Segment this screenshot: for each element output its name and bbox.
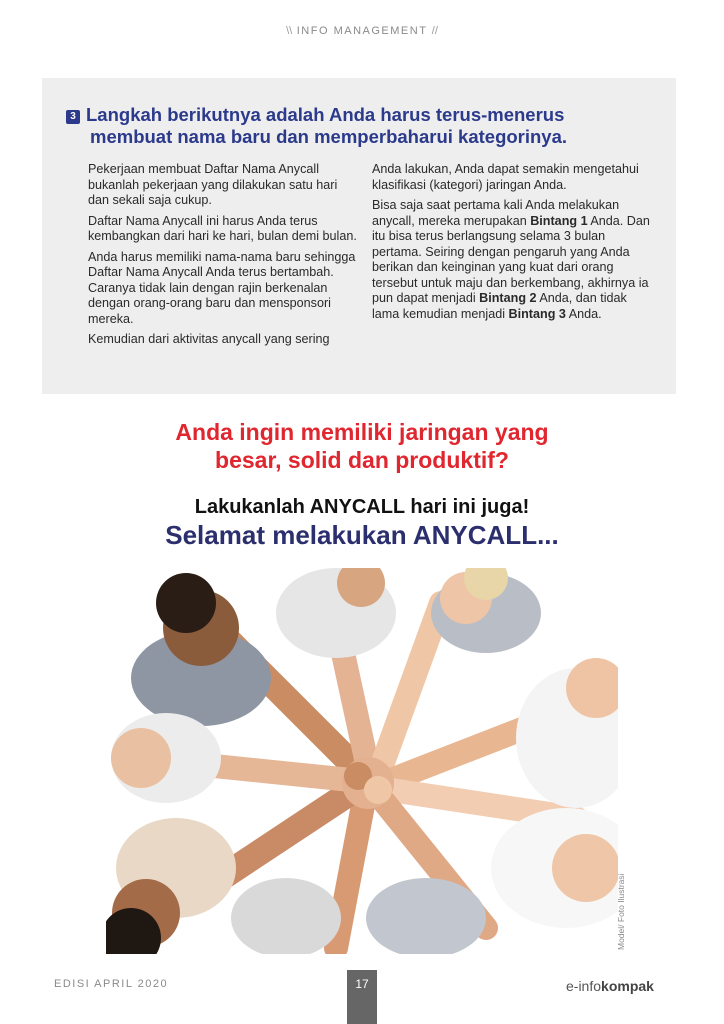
step-number-badge: 3 bbox=[66, 110, 80, 124]
step-title-line1: Langkah berikutnya adalah Anda harus terus-menerus bbox=[86, 104, 565, 125]
left-column bbox=[88, 162, 358, 353]
bintang-3-label: Bintang 3 bbox=[508, 306, 566, 321]
bintang-2-label: Bintang 2 bbox=[479, 291, 537, 305]
left-paragraph-2: Daftar Nama Anycall ini harus Anda terus kembangkan dari hari ke hari, bulan demi bulan. bbox=[88, 213, 357, 243]
brand-prefix: e-info bbox=[566, 978, 602, 994]
question-line-2: besar, solid dan produktif? bbox=[215, 447, 509, 473]
step-title-line2: membuat nama baru dan memperbaharui kategorinya. bbox=[90, 126, 568, 147]
brand-suffix: kompak bbox=[601, 978, 654, 994]
brand-logo bbox=[566, 978, 654, 994]
header-title: INFO MANAGEMENT bbox=[296, 25, 428, 37]
right-column bbox=[372, 162, 654, 327]
text-run: Bisa saja saat pertama kali Anda melakukan anycall, mereka merupakan bbox=[372, 198, 620, 228]
cta-line-2: Selamat melakukan ANYCALL... bbox=[165, 520, 559, 550]
left-paragraph-1: Pekerjaan membuat Daftar Nama Anycall bukanlah pekerjaan yang dilakukan satu hari dan sekali saja cukup. bbox=[88, 162, 338, 207]
page-number: 17 bbox=[347, 970, 377, 1024]
text-run: Anda. bbox=[565, 306, 602, 321]
left-paragraph-3: Anda harus memiliki nama-nama baru sehingga Daftar Nama Anycall Anda terus bertambah. Caranya tidak lain dengan rajin berkenalan dengan orang-orang baru dan mensponsori mereka. bbox=[88, 249, 356, 326]
question-line-1: Anda ingin memiliki jaringan yang bbox=[175, 419, 549, 445]
question-heading bbox=[0, 418, 724, 474]
header-slash-right: // bbox=[431, 25, 438, 37]
section-header bbox=[0, 25, 724, 37]
step-title bbox=[66, 104, 666, 148]
left-paragraph-4: Kemudian dari aktivitas anycall yang sering bbox=[88, 332, 330, 346]
cta-line-1: Lakukanlah ANYCALL hari ini juga! bbox=[194, 496, 530, 518]
text-run: Anda. Dan itu bisa terus berlangsung selama 3 bulan pertama. Seiring dengan pengaruh yang Anda berikan dan keinginan yang kuat dari orang tersebut untuk maju dan berkembang, akhirnya ia pun dapat menjadi bbox=[372, 213, 650, 305]
edition-label: EDISI APRIL 2020 bbox=[54, 978, 169, 990]
team-hands-photo bbox=[106, 568, 618, 954]
right-paragraph-1: Anda lakukan, Anda dapat semakin mengetahui klasifikasi (kategori) jaringan Anda. bbox=[372, 162, 639, 192]
photo-caption: Model/ Foto Ilustrasi bbox=[616, 873, 626, 950]
header-slash-left: \\ bbox=[286, 25, 293, 37]
text-run: Anda, dan tidak lama kemudian menjadi bbox=[372, 291, 627, 321]
step-panel bbox=[42, 78, 676, 394]
team-hands-illustration bbox=[106, 568, 618, 954]
right-paragraph-2 bbox=[372, 198, 654, 322]
bintang-1-label: Bintang 1 bbox=[530, 213, 588, 228]
